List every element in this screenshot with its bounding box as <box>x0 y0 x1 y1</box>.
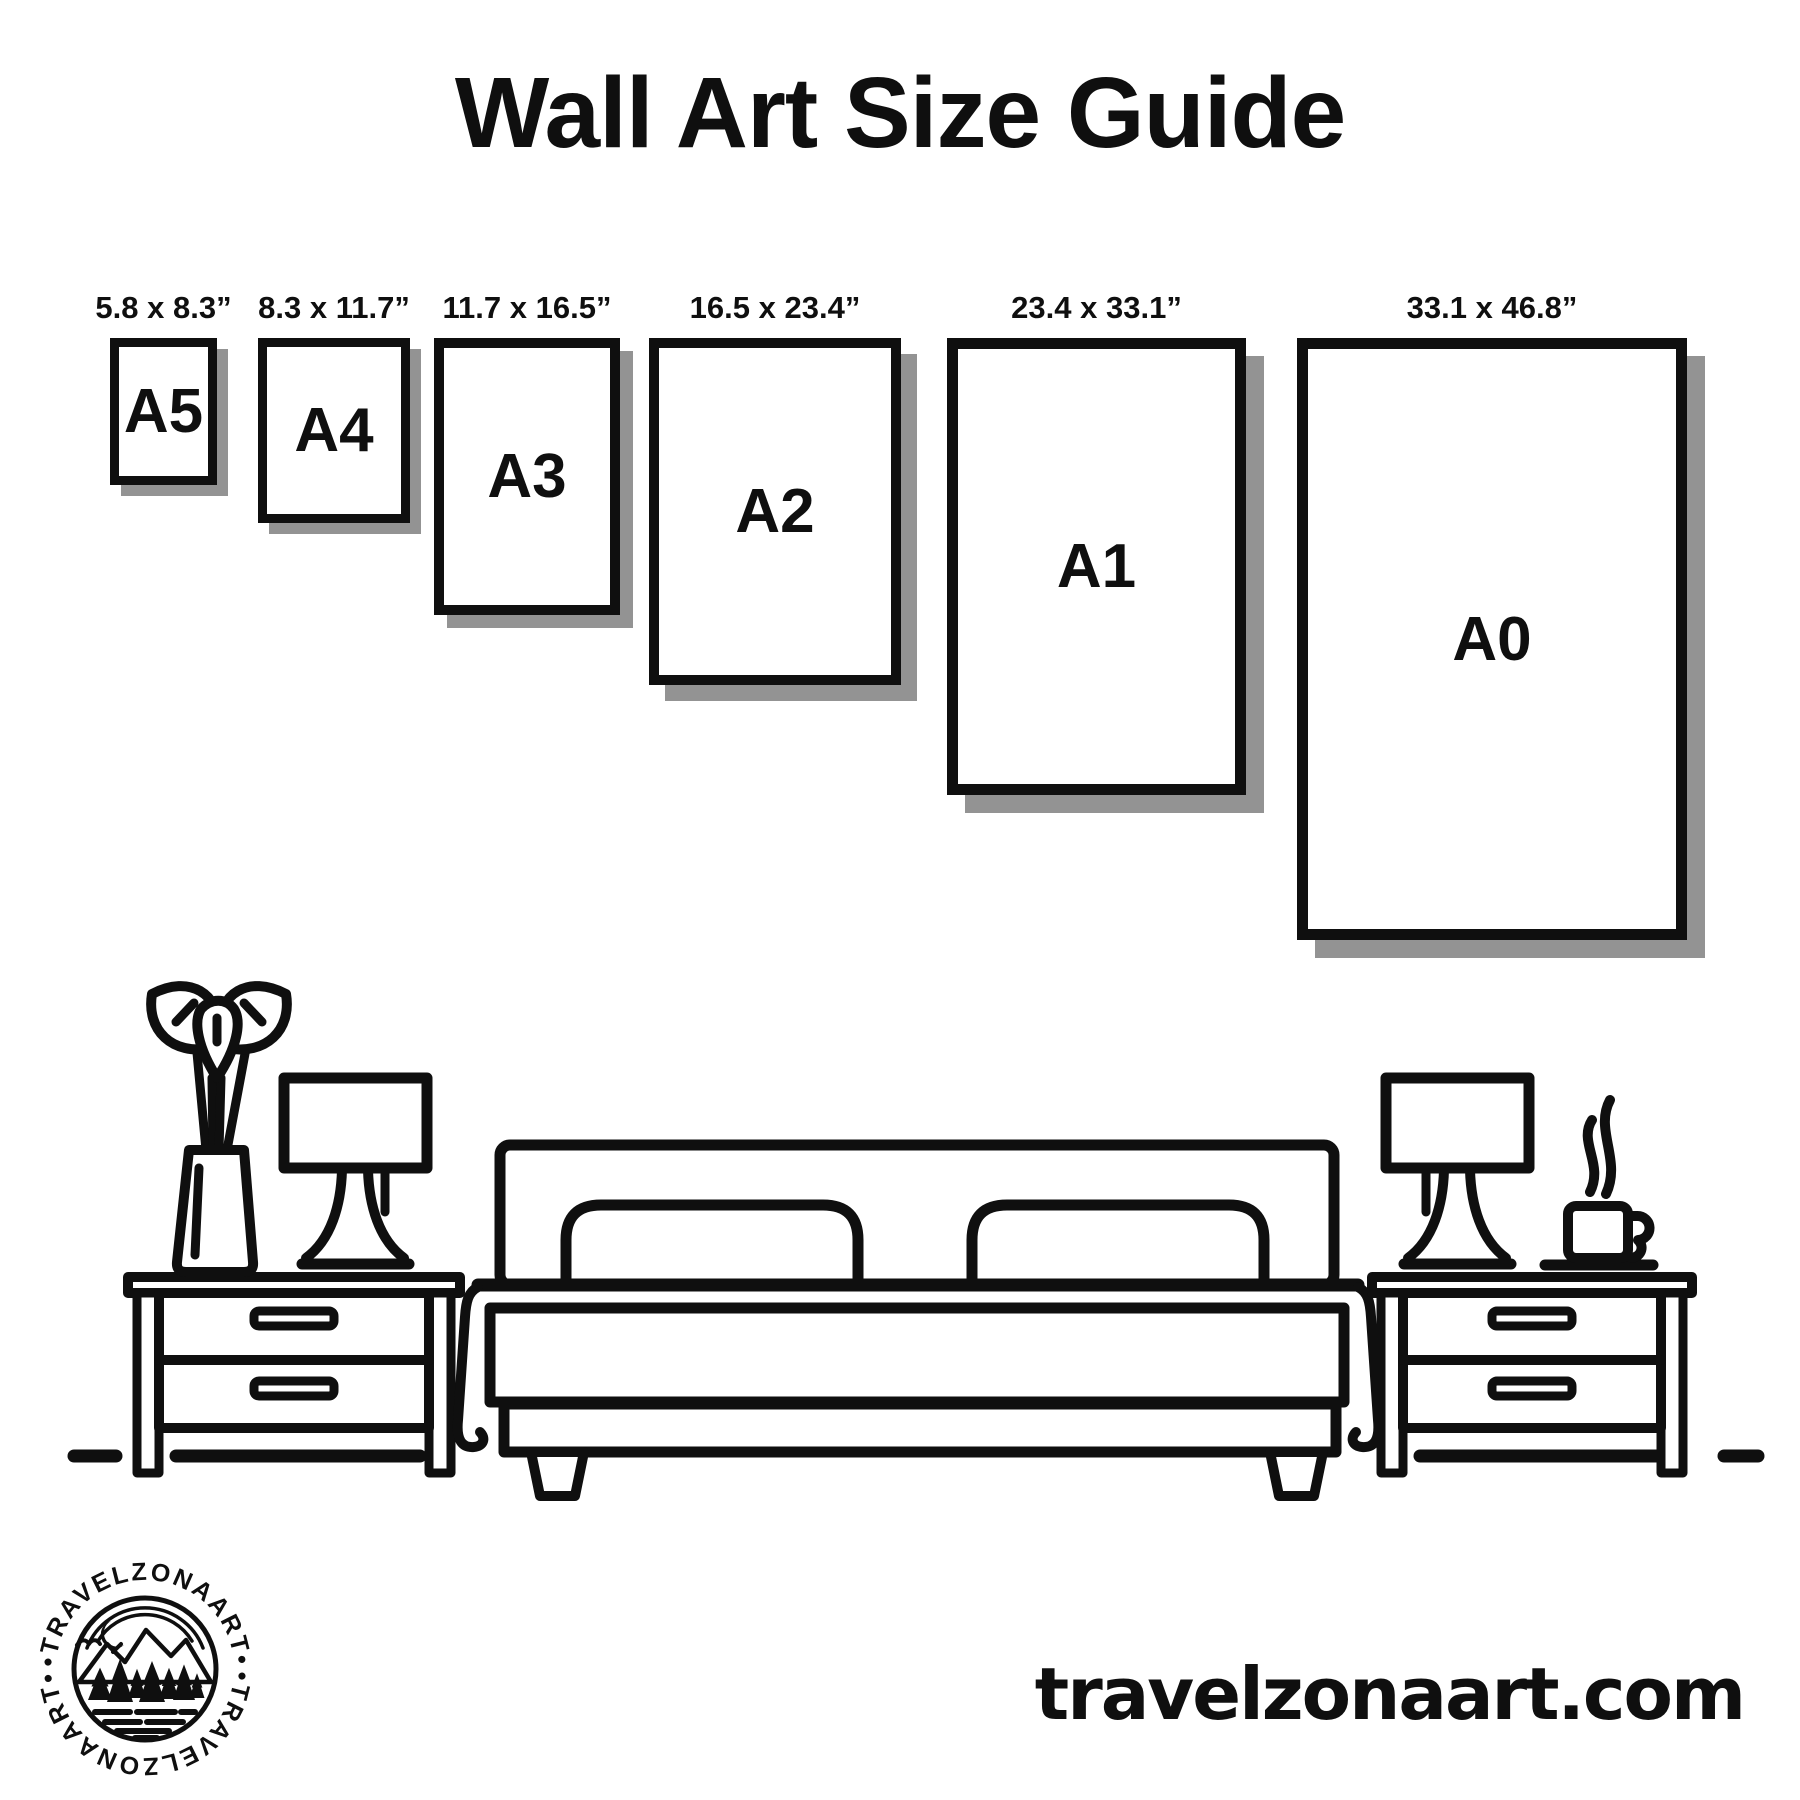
size-frame-a2 <box>649 290 901 685</box>
size-code: A5 <box>123 377 204 446</box>
coffee-mug-icon <box>1545 1100 1653 1265</box>
size-frame-a3 <box>434 290 620 615</box>
size-code: A1 <box>1056 532 1137 601</box>
size-frame-a1 <box>947 290 1246 795</box>
paper-a4 <box>258 338 410 523</box>
size-dimensions-label: 23.4 x 33.1” <box>1011 290 1182 325</box>
size-code: A2 <box>735 477 815 546</box>
bed-icon <box>458 1145 1379 1496</box>
nightstand-icon <box>128 1277 460 1473</box>
size-dimensions-label: 11.7 x 16.5” <box>442 290 612 325</box>
size-code: A3 <box>487 442 567 511</box>
page-title: Wall Art Size Guide <box>454 57 1346 169</box>
bedroom-scene-illustration <box>0 960 1800 1505</box>
brand-logo <box>25 1544 265 1800</box>
size-code: A0 <box>1452 604 1532 674</box>
steam-icon <box>1588 1120 1595 1192</box>
paper-a0 <box>1297 338 1687 940</box>
size-frame-a0 <box>1297 290 1687 940</box>
blanket-drape <box>458 1287 484 1447</box>
paper-a1 <box>947 338 1246 795</box>
paper-a2 <box>649 338 901 685</box>
size-dimensions-label: 33.1 x 46.8” <box>1406 290 1578 325</box>
size-dimensions-label: 16.5 x 23.4” <box>689 290 861 325</box>
size-code: A4 <box>294 396 374 465</box>
table-lamp-icon <box>1386 1078 1529 1264</box>
size-dimensions-label: 8.3 x 11.7” <box>258 290 410 325</box>
paper-a5 <box>110 338 217 485</box>
table-lamp-icon <box>284 1078 427 1264</box>
size-frame-a5 <box>95 290 232 485</box>
website-url: travelzonaart.com <box>1034 1652 1744 1736</box>
paper-a3 <box>434 338 620 615</box>
steam-icon <box>1605 1100 1611 1194</box>
blanket-drape <box>1353 1287 1379 1447</box>
size-dimensions-label: 5.8 x 8.3” <box>95 290 232 325</box>
flower-vase-icon <box>151 986 287 1272</box>
size-frame-a4 <box>258 290 410 523</box>
logo-arc-text-top: •TRAVELZONAART• <box>33 1557 257 1668</box>
nightstand-icon <box>1372 1277 1692 1473</box>
logo-arc-text-bottom: •TRAVELZONAART• <box>33 1670 257 1781</box>
